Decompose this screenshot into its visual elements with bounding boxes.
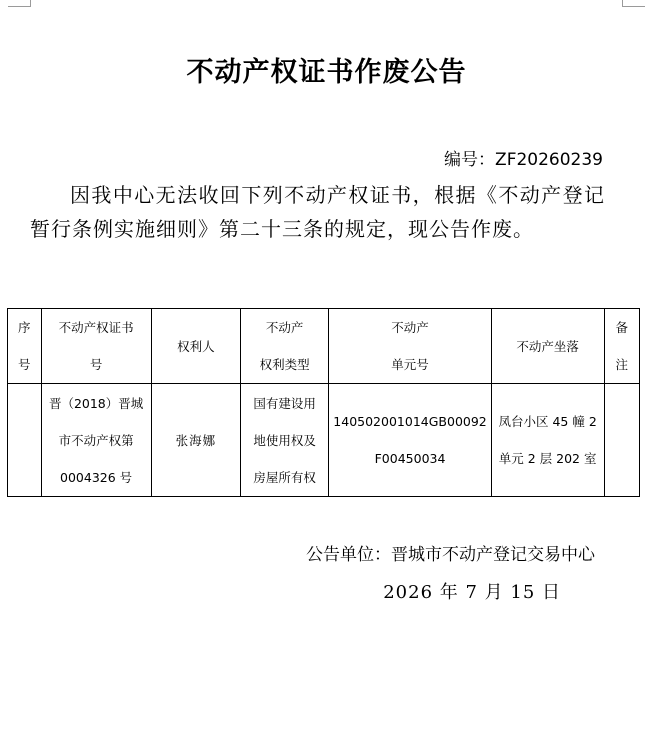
page-title: 不动产权证书作废公告 <box>186 57 467 88</box>
cell-location: 凤台小区 45 幢 2 单元 2 层 202 室 <box>491 384 604 497</box>
document-number: 编号：ZF20260239 <box>444 150 603 170</box>
table-row <box>8 384 640 497</box>
header-certificate-no: 不动产权证书 号 <box>41 309 151 384</box>
announcement-body: 因我中心无法收回下列不动产权证书，根据《不动产登记暂行条例实施细则》第二十三条的规定，现公告作废。 <box>30 183 605 241</box>
voided-certificates-table <box>7 308 640 497</box>
header-remark: 备 注 <box>604 309 639 384</box>
header-seq: 序 号 <box>8 309 42 384</box>
cell-right-type: 国有建设用 地使用权及 房屋所有权 <box>241 384 329 497</box>
cell-unit-no: 140502001014GB00092 F00450034 <box>329 384 491 497</box>
header-location: 不动产坐落 <box>491 309 604 384</box>
cell-remark <box>604 384 639 497</box>
header-owner: 权利人 <box>151 309 240 384</box>
table-header-row <box>8 309 640 384</box>
cell-certificate-no: 晋（2018）晋城 市不动产权第 0004326 号 <box>41 384 151 497</box>
announcement-date: 2026 年 7 月 15 日 <box>383 582 561 603</box>
cell-owner: 张海娜 <box>151 384 240 497</box>
page-corner-mark-right <box>622 0 645 7</box>
page-corner-mark-left <box>8 0 31 7</box>
cell-seq <box>8 384 42 497</box>
issuing-organization: 公告单位：晋城市不动产登记交易中心 <box>306 545 595 565</box>
header-unit-no: 不动产 单元号 <box>329 309 491 384</box>
header-right-type: 不动产 权利类型 <box>241 309 329 384</box>
